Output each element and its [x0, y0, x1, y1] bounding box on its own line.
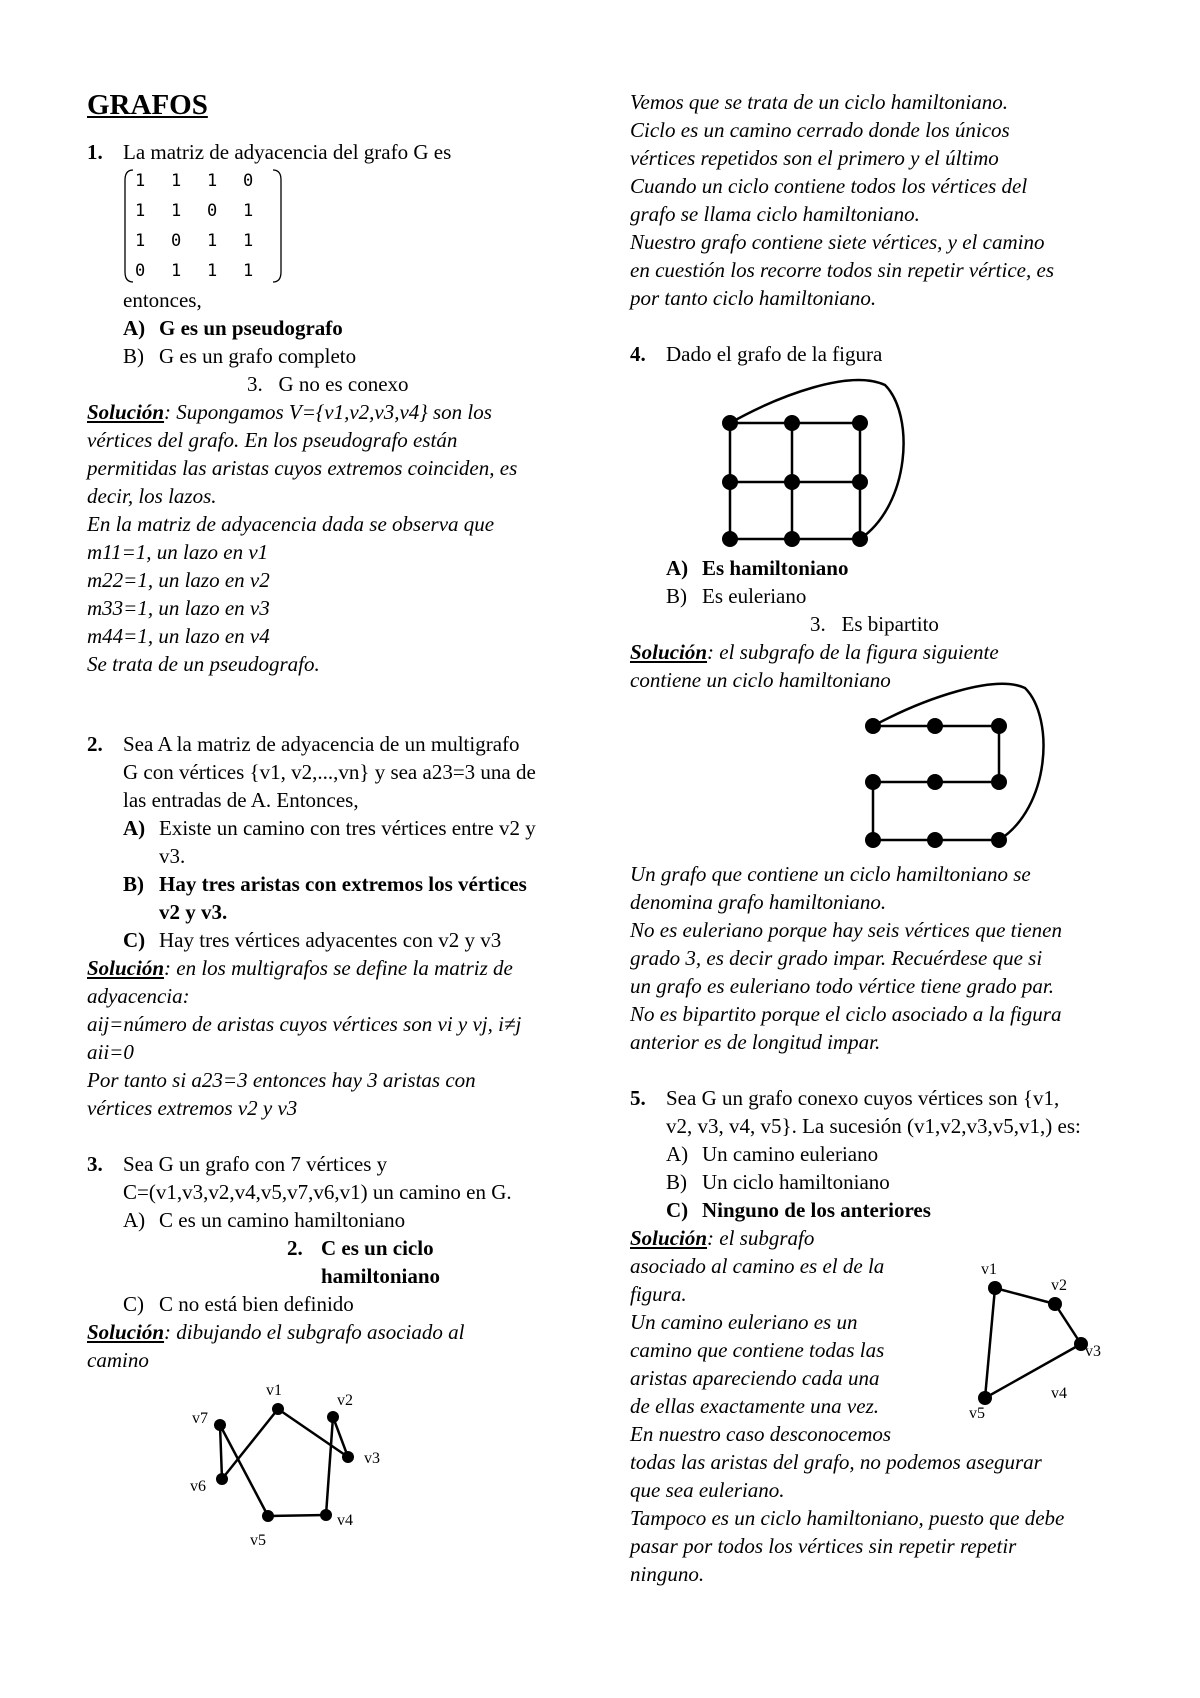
graph-node	[978, 1391, 992, 1405]
option-letter: 2.	[287, 1236, 303, 1260]
option-b	[630, 582, 1150, 610]
solution-line: Por tanto si a23=3 entonces hay 3 aristas con	[87, 1068, 476, 1092]
matrix-cell: 1	[243, 201, 254, 221]
matrix-cell: 1	[243, 231, 254, 251]
node-label: v2	[337, 1392, 353, 1409]
solution-line: Vemos que se trata de un ciclo hamiltoniano.	[630, 90, 1008, 114]
question-number: 2.	[87, 732, 103, 756]
solution-line: camino que contiene todas las	[630, 1338, 885, 1362]
q4-graph-figure	[710, 375, 920, 555]
solution-line: de ellas exactamente una vez.	[630, 1394, 879, 1418]
solution-3	[87, 1318, 597, 1374]
question-line: Sea A la matriz de adyacencia de un multigrafo	[123, 732, 520, 756]
question-line: Sea G un grafo con 7 vértices y	[123, 1152, 388, 1176]
solution-line: vértices repetidos son el primero y el último	[630, 146, 999, 170]
question-line: las entradas de A. Entonces,	[123, 788, 359, 812]
graph-node	[327, 1411, 339, 1423]
option-c	[87, 370, 597, 398]
graph-node	[865, 774, 881, 790]
solution-line: todas las aristas del grafo, no podemos asegurar	[630, 1450, 1042, 1474]
solution-label: Solución	[630, 1226, 708, 1250]
solution-line: aij=número de aristas cuyos vértices son vi y vj, i≠j	[87, 1012, 522, 1036]
left-column	[87, 88, 597, 1374]
solution-line: Un grafo que contiene un ciclo hamiltoniano se	[630, 862, 1031, 886]
solution-line: ninguno.	[630, 1562, 705, 1586]
solution-line: asociado al camino es el de la	[630, 1254, 885, 1278]
question-5	[630, 1084, 1150, 1140]
graph-node	[262, 1510, 274, 1522]
solution-line: Se trata de un pseudografo.	[87, 652, 320, 676]
solution-line: m11=1, un lazo en v1	[87, 540, 269, 564]
option-letter: A)	[666, 1142, 689, 1166]
matrix-cell: 1	[171, 261, 182, 281]
graph-node	[852, 474, 868, 490]
solution-line: pasar por todos los vértices sin repetir repetir	[630, 1534, 1017, 1558]
solution-line: m44=1, un lazo en v4	[87, 624, 270, 648]
option-line: Hay tres aristas con extremos los vértices	[159, 872, 527, 896]
node-label: v7	[192, 1410, 208, 1427]
option-a	[630, 1140, 1150, 1168]
matrix-cell: 1	[171, 201, 182, 221]
option-letter: A)	[666, 556, 689, 580]
graph-node	[927, 718, 943, 734]
option-text: Es euleriano	[702, 584, 807, 608]
option-c	[87, 1290, 597, 1318]
option-letter: A)	[123, 1208, 146, 1232]
solution-line: camino	[87, 1348, 149, 1372]
option-letter: C)	[666, 1198, 689, 1222]
question-line: v2, v3, v4, v5}. La sucesión (v1,v2,v3,v5,v1,) es:	[666, 1114, 1081, 1138]
question-1	[87, 138, 597, 166]
option-b	[87, 1234, 597, 1290]
solution-line: aristas apareciendo cada una	[630, 1366, 880, 1390]
solution-line: : en los multigrafos se define la matriz de	[164, 956, 513, 980]
node-label: v5	[969, 1405, 985, 1422]
graph-node	[722, 531, 738, 547]
node-label: v6	[190, 1478, 206, 1495]
solution-line: denomina grafo hamiltoniano.	[630, 890, 887, 914]
option-letter: B)	[123, 344, 144, 368]
graph-node	[852, 415, 868, 431]
matrix-cell: 1	[243, 261, 254, 281]
matrix-cell: 1	[135, 201, 146, 221]
solution-label: Solución	[87, 400, 165, 424]
question-3	[87, 1150, 597, 1206]
option-a	[87, 314, 597, 342]
option-c	[87, 926, 597, 954]
graph-node	[988, 1281, 1002, 1295]
question-text	[123, 730, 597, 814]
option-letter: C)	[123, 1292, 144, 1316]
option-text: Hay tres vértices adyacentes con v2 y v3	[159, 928, 502, 952]
option-text	[159, 870, 527, 926]
solution-line: contiene un ciclo hamiltoniano	[630, 668, 891, 692]
solution-line: : dibujando el subgrafo asociado al	[164, 1320, 465, 1344]
solution-line: figura.	[630, 1282, 687, 1306]
graph-node	[722, 474, 738, 490]
option-line: v3.	[159, 844, 186, 868]
question-text	[123, 1150, 597, 1206]
solution-line: que sea euleriano.	[630, 1478, 785, 1502]
option-letter: B)	[666, 584, 687, 608]
solution-label: Solución	[630, 640, 708, 664]
solution-line: grado 3, es decir grado impar. Recuérdese que si	[630, 946, 1043, 970]
matrix-cell: 0	[243, 171, 254, 191]
solution-line: aii=0	[87, 1040, 134, 1064]
solution-line: decir, los lazos.	[87, 484, 217, 508]
node-label: v2	[1051, 1277, 1067, 1294]
matrix-cell: 1	[207, 261, 218, 281]
matrix-cell: 0	[171, 231, 182, 251]
matrix-cell: 1	[207, 171, 218, 191]
question-text-after: entonces,	[123, 288, 202, 312]
solution-line: Tampoco es un ciclo hamiltoniano, puesto que debe	[630, 1506, 1065, 1530]
option-c	[630, 1196, 1150, 1224]
question-line: Sea G un grafo conexo cuyos vértices son {v1,	[666, 1086, 1060, 1110]
question-line: C=(v1,v3,v2,v4,v5,v7,v6,v1) un camino en G.	[123, 1180, 512, 1204]
graph-node	[272, 1403, 284, 1415]
solution-line: : el subgrafo	[707, 1226, 815, 1250]
option-text: Es bipartito	[841, 612, 939, 636]
option-b	[87, 870, 597, 926]
graph-node	[320, 1509, 332, 1521]
q5-graph-figure	[955, 1258, 1125, 1428]
solution-line: grafo se llama ciclo hamiltoniano.	[630, 202, 920, 226]
option-c	[630, 610, 1150, 638]
matrix-cell: 1	[135, 231, 146, 251]
question-line: G con vértices {v1, v2,...,vn} y sea a23=3 una de	[123, 760, 536, 784]
solution-line: : el subgrafo de la figura siguiente	[707, 640, 999, 664]
option-text: Un camino euleriano	[702, 1142, 879, 1166]
node-label: v3	[1085, 1343, 1101, 1360]
option-letter: C)	[123, 928, 146, 952]
option-a	[87, 1206, 597, 1234]
solution-line: vértices del grafo. En los pseudografo están	[87, 428, 458, 452]
q4-solution-figure	[855, 678, 1065, 858]
matrix-cell: 1	[135, 171, 146, 191]
graph-node	[852, 531, 868, 547]
graph-node	[927, 774, 943, 790]
node-label: v4	[337, 1512, 353, 1529]
option-text	[321, 1234, 440, 1290]
graph-node	[342, 1451, 354, 1463]
solution-line: adyacencia:	[87, 984, 190, 1008]
node-label: v5	[250, 1532, 266, 1549]
question-4	[630, 340, 1150, 368]
option-a	[87, 814, 597, 870]
q3-graph-figure	[180, 1375, 400, 1555]
solution-line: En la matriz de adyacencia dada se observa que	[87, 512, 495, 536]
question-number: 5.	[630, 1086, 646, 1110]
option-line: v2 y v3.	[159, 900, 228, 924]
option-line: hamiltoniano	[321, 1264, 441, 1288]
solution-4-continued	[630, 860, 1150, 1056]
matrix-cell: 0	[207, 201, 218, 221]
q3-solution-continued	[630, 88, 1150, 312]
graph-node	[991, 718, 1007, 734]
option-text: Un ciclo hamiltoniano	[702, 1170, 890, 1194]
option-text: C es un camino hamiltoniano	[159, 1208, 406, 1232]
graph-node	[991, 832, 1007, 848]
solution-label: Solución	[87, 1320, 165, 1344]
solution-line: m22=1, un lazo en v2	[87, 568, 270, 592]
option-a	[630, 554, 1150, 582]
question-text	[666, 1084, 1150, 1140]
solution-line: Ciclo es un camino cerrado donde los únicos	[630, 118, 1010, 142]
option-text: C no está bien definido	[159, 1292, 354, 1316]
graph-node	[722, 415, 738, 431]
solution-line: por tanto ciclo hamiltoniano.	[630, 286, 877, 310]
question-number: 3.	[87, 1152, 103, 1176]
graph-node	[865, 832, 881, 848]
graph-node	[865, 718, 881, 734]
matrix-cell: 1	[207, 231, 218, 251]
option-text: G es un grafo completo	[159, 344, 357, 368]
solution-line: m33=1, un lazo en v3	[87, 596, 270, 620]
option-b	[630, 1168, 1150, 1196]
node-label: v4	[1051, 1385, 1067, 1402]
graph-node	[1048, 1297, 1062, 1311]
solution-line: anterior es de longitud impar.	[630, 1030, 881, 1054]
graph-node	[784, 415, 800, 431]
matrix-cell: 0	[135, 261, 146, 281]
option-letter: 3.	[810, 612, 826, 636]
page-title: GRAFOS	[87, 89, 208, 121]
option-line: Existe un camino con tres vértices entre v2 y	[159, 816, 536, 840]
matrix-cell: 1	[171, 171, 182, 191]
option-text: G es un pseudografo	[159, 316, 343, 340]
option-letter: B)	[666, 1170, 687, 1194]
graph-node	[784, 531, 800, 547]
option-text: Ninguno de los anteriores	[702, 1198, 931, 1222]
option-b	[87, 342, 597, 370]
solution-line: en cuestión los recorre todos sin repetir vértice, es	[630, 258, 1054, 282]
graph-node	[927, 832, 943, 848]
node-label: v3	[364, 1450, 380, 1467]
adjacency-matrix	[123, 166, 283, 286]
option-line: C es un ciclo	[321, 1236, 434, 1260]
solution-2	[87, 954, 597, 1122]
solution-line: No es euleriano porque hay seis vértices que tienen	[630, 918, 1062, 942]
solution-line: permitidas las aristas cuyos extremos coinciden, es	[87, 456, 518, 480]
solution-label: Solución	[87, 956, 165, 980]
graph-node	[214, 1419, 226, 1431]
option-text: Es hamiltoniano	[702, 556, 849, 580]
solution-line: un grafo es euleriano todo vértice tiene grado par.	[630, 974, 1055, 998]
solution-line: No es bipartito porque el ciclo asociado a la figura	[630, 1002, 1062, 1026]
question-text: La matriz de adyacencia del grafo G es	[123, 140, 452, 164]
option-letter: 3.	[247, 372, 263, 396]
solution-line: vértices extremos v2 y v3	[87, 1096, 298, 1120]
option-text	[159, 814, 536, 870]
solution-line: Un camino euleriano es un	[630, 1310, 858, 1334]
graph-node	[991, 774, 1007, 790]
option-letter: A)	[123, 816, 146, 840]
solution-line: Cuando un ciclo contiene todos los vértices del	[630, 174, 1028, 198]
option-text: G no es conexo	[278, 372, 409, 396]
solution-1	[87, 398, 597, 678]
graph-node	[784, 474, 800, 490]
option-letter: A)	[123, 316, 146, 340]
solution-line: : Supongamos V={v1,v2,v3,v4} son los	[164, 400, 492, 424]
matrix-brackets	[123, 166, 283, 286]
option-letter: B)	[123, 872, 144, 896]
question-number: 4.	[630, 342, 646, 366]
graph-node	[216, 1473, 228, 1485]
solution-line: En nuestro caso desconocemos	[630, 1422, 892, 1446]
node-label: v1	[266, 1382, 282, 1399]
question-2	[87, 730, 597, 814]
node-label: v1	[981, 1261, 997, 1278]
question-number: 1.	[87, 140, 103, 164]
solution-line: Nuestro grafo contiene siete vértices, y el camino	[630, 230, 1045, 254]
question-text: Dado el grafo de la figura	[666, 342, 883, 366]
